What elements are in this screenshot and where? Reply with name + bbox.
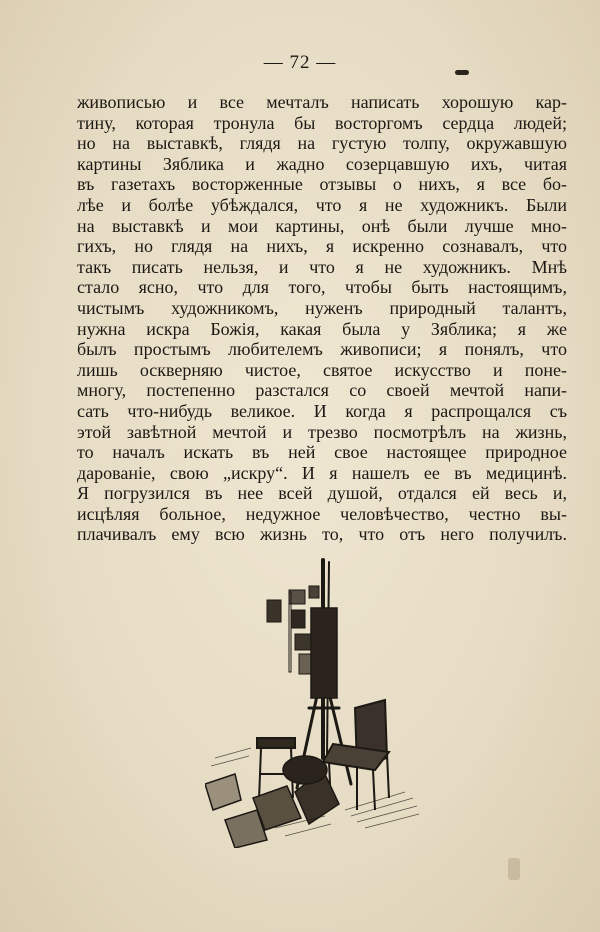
- text-line: чистымъ художникомъ, нуженъ природный талантъ,: [77, 297, 567, 318]
- scattered-canvases: [205, 756, 339, 848]
- paper-mark: [508, 858, 520, 880]
- text-line: тину, которая тронула бы восторгомъ сердца людей;: [77, 112, 567, 133]
- text-line: но на выставкѣ, глядя на густую толпу, окружавшую: [77, 133, 567, 154]
- text-line: живописью и все мечталъ написать хорошую кар-: [77, 92, 567, 112]
- page-number: — 72 —: [263, 52, 337, 73]
- text-line: сать что-нибудь великое. И когда я распрощался съ: [77, 400, 567, 421]
- text-line: на выставкѣ и мои картины, онѣ были лучше мно-: [77, 215, 567, 236]
- text-line: былъ простымъ любителемъ живописи; я понялъ, что: [77, 339, 567, 360]
- text-line: то началъ искать въ ней свое настоящее природное: [77, 442, 567, 463]
- text-line: Я погрузился въ нее всей душой, отдался ей весь и,: [77, 483, 567, 504]
- text-line: лѣе и болѣе убѣждался, что я не художникъ. Были: [77, 194, 567, 215]
- text-line: дарованіе, свою „искру“. И я нашелъ ее въ медицинѣ.: [77, 462, 567, 483]
- text-line: плачивалъ ему всю жизнь то, что отъ него получилъ.: [77, 524, 567, 545]
- text-line: многу, постепенно разстался со своей мечтой напи-: [77, 380, 567, 401]
- text-line: стало ясно, что для того, чтобы быть настоящимъ,: [77, 277, 567, 298]
- text-line: въ газетахъ восторженные отзывы о нихъ, я все бо-: [77, 174, 567, 195]
- text-line: картины Зяблика и жадно созерцавшую ихъ, читая: [77, 153, 567, 174]
- easel-studio-illustration: [205, 548, 425, 848]
- text-line: этой завѣтной мечтой и трезво посмотрѣлъ на жизнь,: [77, 421, 567, 442]
- text-line: исцѣляя больное, недужное человѣчество, честно вы-: [77, 503, 567, 524]
- text-line: лишь оскверняю чистое, святое искусство и поне-: [77, 359, 567, 380]
- text-line: гихъ, но глядя на нихъ, я искренно сознавалъ, что: [77, 236, 567, 257]
- text-line: нужна искра Божія, какая была у Зяблика; я же: [77, 318, 567, 339]
- text-line: такъ писать нельзя, и что я не художникъ. Мнѣ: [77, 256, 567, 277]
- body-text: [77, 92, 567, 545]
